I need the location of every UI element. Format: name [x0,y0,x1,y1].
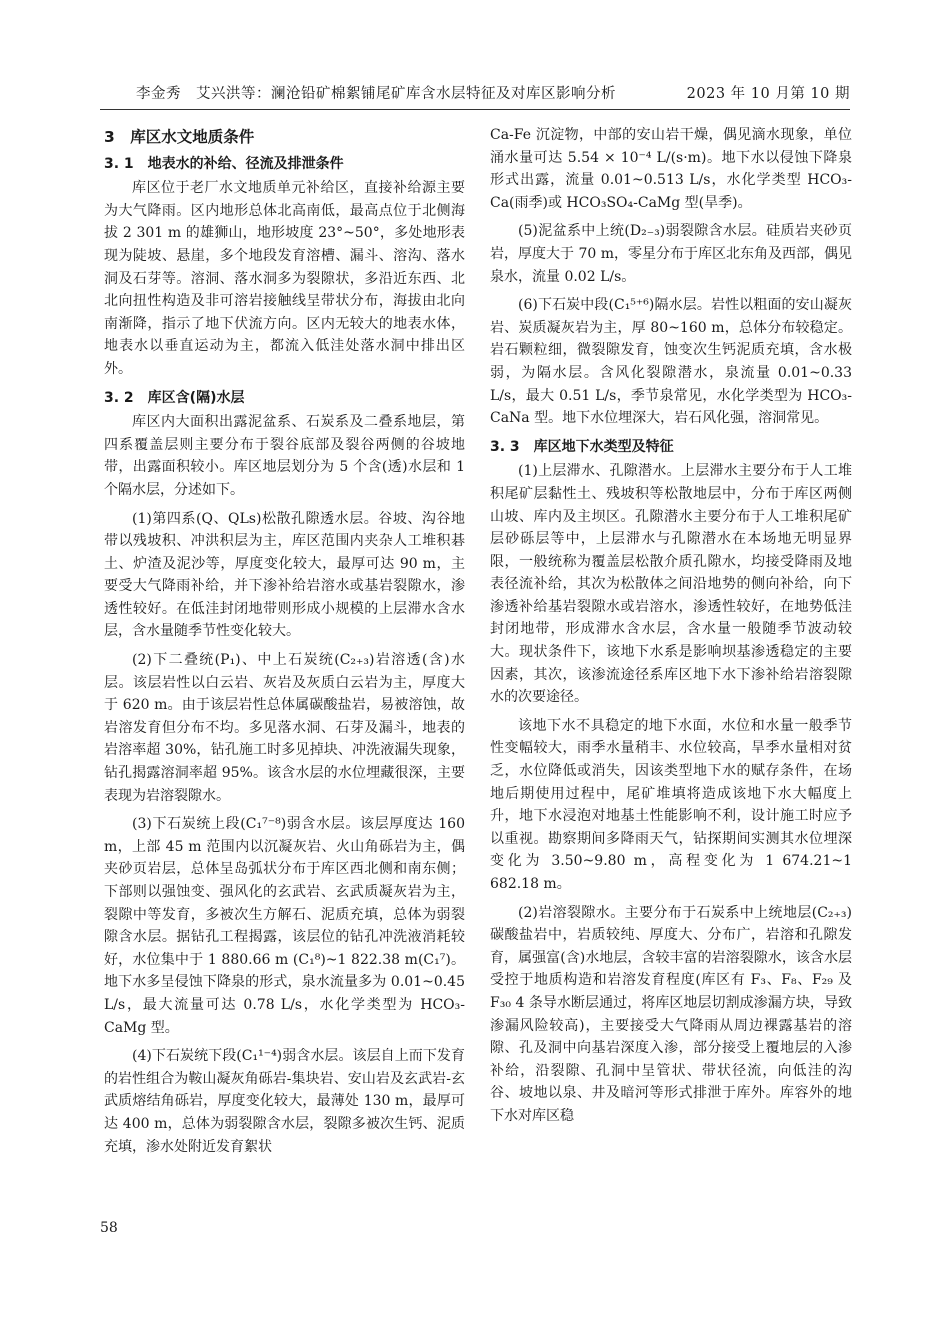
paragraph: (2)岩溶裂隙水。主要分布于石炭系中上统地层(C₂₊₃)碳酸盐岩中，岩质较纯、厚度大、分布广，岩溶和孔隙发育，属强富(含)水地层，含较丰富的岩溶裂隙水，该含水层受控于地质构造和岩溶发育程度(库区有 F₃、F₈、F₂₉ 及 F₃₀ 4 条导水断层通过，将库区地层切割成渗漏方块，导致渗漏风险较高)，主要接受大气降雨从周边裸露基岩的溶隙、孔及洞中向基岩深度入渗，部分接受上覆地层的入渗补给，沿裂隙、孔洞中呈管状、带状径流，向低洼的沟谷、坡地以泉、井及暗河等形式排泄于库外。库容外的地下水对库区稳 [490,904,852,1124]
paragraph: (1)上层滞水、孔隙潜水。上层滞水主要分布于人工堆积尾矿层黏性土、残坡积等松散地层中，分布于库区两侧山坡、库内及主坝区。孔隙潜水主要分布于人工堆积尾矿层砂砾层等中，上层滞水与孔隙潜水在本场地无明显界限，一般统称为覆盖层松散介质孔隙水，均接受降雨及地表径流补给，其次为松散体之间沿地势的侧向补给，向下渗透补给基岩裂隙水或岩溶水，渗透性较好，在地势低洼封闭地带，形成滞水含水层，含水量一般随季节波动较大。现状条件下，该地下水系是影响坝基渗透稳定的主要因素，其次，该渗流途径系库区地下水下渗补给岩溶裂隙水的次要途径。 [490,463,852,706]
right-column [490,124,852,1134]
left-column [104,124,465,1164]
paragraph: (4)下石炭统下段(C₁¹⁻⁴)弱含水层。该层自上而下发育的岩性组合为鞍山凝灰角砾岩-集块岩、安山岩及玄武岩-玄武质熔结角砾岩，厚度变化较大，最薄处 130 m，最厚可达 400 m，总体为弱裂隙含水层，裂隙多被次生钙、泥质充填，渗水处附近发育絮状 [104,1048,465,1155]
page-number: 58 [100,1220,118,1236]
paragraph: (5)泥盆系中上统(D₂₋₃)弱裂隙含水层。硅质岩夹砂页岩，厚度大于 70 m，零星分布于库区北东角及西部，偶见泉水，流量 0.02 L/s。 [490,223,852,285]
paragraph: 库区位于老厂水文地质单元补给区，直接补给源主要为大气降雨。区内地形总体北高南低，最高点位于北侧海拔 2 301 m 的雄狮山，地形坡度 23°~50°，多处地形表现为陡坡、悬崖，多个地段发育溶槽、漏斗、溶沟、落水洞及石芽等。溶洞、落水洞多为裂隙状，多沿近东西、北北向扭性构造及非可溶岩接触线呈带状分布，海拔由北向南渐降，指示了地下伏流方向。区内无较大的地表水体，地表水以垂直运动为主，都流入低洼处落水洞中排出区外。 [104,180,465,377]
section-3-2-title: 3. 2 库区含(隔)水层 [104,389,245,406]
paragraph: (1)第四系(Q、QLs)松散孔隙透水层。谷坡、沟谷地带以残坡积、冲洪积层为主，库区范围内夹杂人工堆积碁土、炉渣及泥沙等，厚度变化较大，最厚可达 90 m，主要受大气降雨补给，并下渗补给岩溶水或基岩裂隙水，渗透性较好。在低洼封闭地带则形成小规模的上层滞水含水层，含水量随季节性变化较大。 [104,510,465,640]
header-issue: 2023 年 10 月第 10 期 [686,86,850,102]
running-header [100,82,850,108]
paragraph: (6)下石炭中段(C₁⁵⁺⁶)隔水层。岩性以粗面的安山凝灰岩、炭质凝灰岩为主，厚 80~160 m，总体分布较稳定。岩石颗粒细，微裂隙发育，蚀变次生钙泥质充填，含水极弱，为隔水层。含风化裂隙潜水，泉流量 0.01~0.33 L/s，最大 0.51 L/s，季节泉常见，水化学类型为 HCO₃-CaNa 型。地下水位埋深大，岩石风化强，溶洞常见。 [490,297,852,427]
section-3-title: 3 库区水文地质条件 [104,128,255,146]
section-3-3-title: 3. 3 库区地下水类型及特征 [490,438,674,455]
header-divider [100,109,850,110]
header-authors-title: 李金秀 艾兴洪等：澜沧铅矿棉絮铺尾矿库含水层特征及对库区影响分析 [136,86,616,102]
paragraph: (3)下石炭统上段(C₁⁷⁻⁸)弱含水层。该层厚度达 160 m，上部 45 m 范围内以沉凝灰岩、火山角砾岩为主，偶夹砂页岩层，总体呈岛弧状分布于库区西北侧和南东侧；下部则以强蚀变、强风化的玄武岩、玄武质凝灰岩为主，裂隙中等发育，多被次生方解石、泥质充填，总体为弱裂隙含水层。据钻孔工程揭露，该层位的钻孔冲洗液消耗较好，水位集中于 1 880.66 m (C₁⁸)~1 822.38 m(C₁⁷)。地下水多呈侵蚀下降泉的形式，泉水流量多为 0.01~0.45 L/s，最大流量可达 0.78 L/s，水化学类型为 HCO₃-CaMg 型。 [104,816,465,1036]
paragraph: 该地下水不具稳定的地下水面，水位和水量一般季节性变幅较大，雨季水量稍丰、水位较高，旱季水量相对贫乏，水位降低或消失，因该类型地下水的赋存条件，在场地后期使用过程中，尾矿堆填将造成该地下水大幅度上升，地下水浸泡对地基土性能影响不利，设计施工时应予以重视。勘察期间多降雨天气，钻探期间实测其水位埋深变化为 3.50~9.80 m，高程变化为 1 674.21~1 682.18 m。 [490,717,852,892]
paragraph-continuation: Ca-Fe 沉淀物，中部的安山岩干燥，偶见滴水现象，单位涌水量可达 5.54 × 10⁻⁴ L/(s·m)。地下水以侵蚀下降泉形式出露，流量 0.01~0.513 L/s，水化学类型 HCO₃-Ca(雨季)或 HCO₃SO₄-CaMg 型(旱季)。 [490,127,852,211]
section-3-1-title: 3. 1 地表水的补给、径流及排泄条件 [104,155,344,172]
paragraph: 库区内大面积出露泥盆系、石炭系及二叠系地层，第四系覆盖层则主要分布于裂谷底部及裂谷两侧的谷坡地带，出露面积较小。库区地层划分为 5 个含(透)水层和 1 个隔水层，分述如下。 [104,414,465,498]
paragraph: (2)下二叠统(P₁)、中上石炭统(C₂₊₃)岩溶透(含)水层。该层岩性以白云岩、灰岩及灰质白云岩为主，厚度大于 620 m。由于该层岩性总体属碳酸盐岩，易被溶蚀，故岩溶发育但分布不均。多见落水洞、石芽及漏斗，地表的岩溶率超 30%，钻孔施工时多见掉块、冲洗液漏失现象，钻孔揭露溶洞率超 95%。该含水层的水位埋藏很深，主要表现为岩溶裂隙水。 [104,652,465,804]
